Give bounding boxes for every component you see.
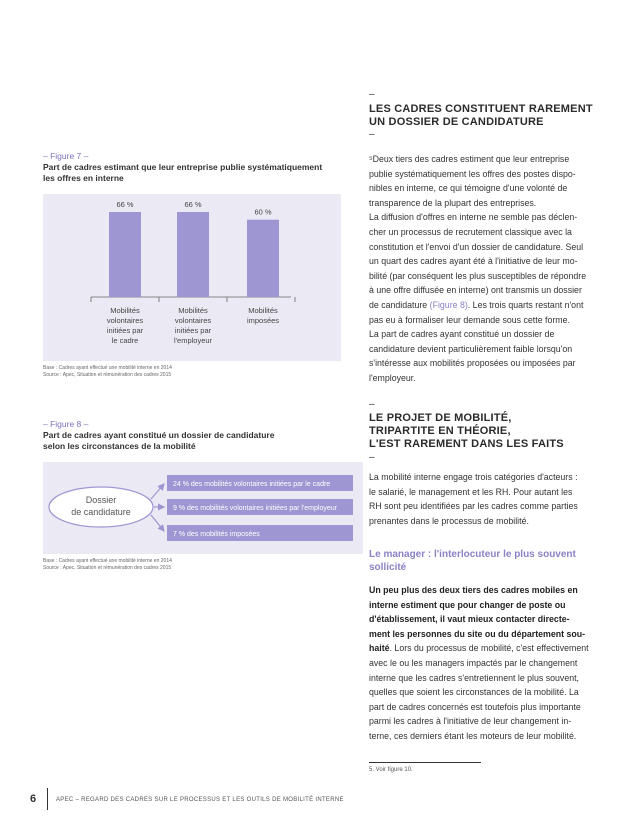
section2-intro (369, 470, 595, 528)
arrow-1 (151, 484, 164, 499)
footer-text: APEC – REGARD DES CADRES SUR LE PROCESSUS ET LES OUTILS DE MOBILITÉ INTERNE (56, 797, 344, 803)
section1-line: candidature devient particulièrement faible lorsqu'on (369, 343, 573, 354)
section1-line: La part de cadres ayant constitué un dossier de (369, 329, 555, 340)
page-number: 6 (30, 793, 37, 805)
section2-heading-line1: LE PROJET DE MOBILITÉ, (369, 412, 512, 424)
section2-line: le salarié, le management et les RH. Pour autant les (369, 486, 573, 497)
subheading-line2: sollicité (369, 562, 407, 573)
section2-dash-top: – (369, 399, 375, 410)
section1-line: un quart des cadres ayant été à l'initiative de leur mo- (369, 256, 578, 267)
figure8-box-3-text: 7 % des mobilités imposées (173, 531, 260, 538)
section1-ref-before: de candidature (369, 299, 430, 310)
section2-heading-line3: L'EST RAREMENT DANS LES FAITS (369, 438, 564, 450)
figure7-value-label: 66 % (184, 200, 202, 209)
section2-bold-line: d'établissement, il vaut mieux contacter directe- (369, 614, 570, 625)
section1-line: pas eu à formaliser leur demande sous cette forme. (369, 314, 570, 325)
section1-line: La diffusion d'offres en interne ne semble pas déclen- (369, 212, 578, 223)
figure8-diagram (43, 462, 363, 554)
dossier-node-label-line2: de candidature (71, 507, 131, 517)
section2-bold-end: haité (369, 643, 390, 654)
section1-line: nibles en interne, ce qui témoigne d'une volonté de (369, 183, 568, 194)
section1-line: l'employeur. (369, 372, 416, 383)
figure8-source-line2: Source : Apec, Situation et rémunération des cadres 2015 (43, 565, 172, 571)
figure7-value-label: 60 % (254, 207, 272, 217)
figure7-category-label: volontaires (106, 316, 144, 325)
figure7-category-label: initiées par (106, 326, 144, 335)
footer-divider (47, 788, 48, 810)
section2-line: La mobilité interne engage trois catégories d'acteurs : (369, 472, 578, 482)
section1-ref-after: . Les trois quarts restant n'ont (467, 299, 584, 310)
section2-line: quelles que soient les circonstances de la mobilité. La (369, 687, 579, 698)
section2-bold-line: ment les personnes du site ou du département sou- (369, 628, 586, 639)
section1-line: cher un processus de recrutement classique avec la (369, 226, 572, 237)
figure8-source-line1: Base : Cadres ayant effectué une mobilité interne en 2014 (43, 558, 172, 564)
section2-mixed-line (369, 641, 595, 656)
figure7-title-line2: les offres en interne (43, 173, 124, 183)
section1-heading-line2: UN DOSSIER DE CANDIDATURE (369, 116, 544, 128)
section2-bold-line: interne estiment que pour changer de poste ou (369, 599, 566, 610)
figure7-category-label: le cadre (111, 336, 139, 345)
section2-bold-line: Un peu plus des deux tiers des cadres mobiles en (369, 585, 578, 595)
dossier-node-label-line1: Dossier (85, 495, 117, 505)
figure7-category-label: Mobilités (110, 306, 140, 315)
subheading-line1: Le manager : l'interlocuteur le plus souvent (369, 549, 576, 560)
figure7-category-label: Mobilités (248, 306, 278, 315)
section2-line: interne que les cadres s'entretiennent le plus souvent, (369, 672, 580, 683)
section1-line: publie systématiquement les offres des postes dispo- (369, 168, 576, 179)
figure7-title-line1: Part de cadres estimant que leur entreprise publie systématiquement (43, 162, 323, 172)
figure8-box-1-text: 24 % des mobilités volontaires initiées par le cadre (173, 481, 331, 488)
figure7-bar (247, 220, 279, 297)
footnote: 5. Voir figure 10. (369, 767, 413, 773)
section2-line: avec le ou les managers impactés par le changement (369, 657, 578, 668)
figure7-bar (109, 212, 141, 297)
section1-dash-top: – (369, 89, 375, 100)
figure7-category-label: volontaires (174, 316, 212, 325)
section2-line: RH sont peu identifiées par les cadres comme parties (369, 501, 578, 512)
figure8-diagram-area (43, 462, 363, 554)
figure8-label: – Figure 8 – (43, 419, 89, 429)
section1-heading-line1: LES CADRES CONSTITUENT RAREMENT (369, 103, 593, 115)
section2-line: parmi les cadres à l'initiative de leur changement in- (369, 716, 572, 727)
section2-body (369, 583, 595, 744)
figure7-source-line2: Source : Apec, Situation et rémunération des cadres 2015 (43, 372, 172, 378)
figure8-title-line1: Part de cadres ayant constitué un dossier de candidature (43, 430, 275, 440)
section2-line: prenantes dans le processus de mobilité. (369, 515, 529, 526)
figure8-reference-link[interactable]: (Figure 8) (429, 299, 468, 310)
figure7-value-label: 66 % (116, 200, 134, 209)
arrow-3 (151, 515, 164, 531)
figure7-category-label: Mobilités (178, 306, 208, 315)
section1-body (369, 152, 595, 386)
figure7-category-label: l'employeur (173, 336, 213, 345)
section1-line: à une offre diffusée en interne) ont transmis un dossier (369, 285, 582, 296)
figure8-box-2-text: 9 % des mobilités volontaires initiées par l'employeur (173, 505, 337, 512)
footnote-rule (369, 762, 481, 763)
section2-dash-bottom: – (369, 452, 375, 463)
section2-line: part de cadres concernés est toutefois plus importante (369, 701, 581, 712)
figure7-chart (43, 194, 341, 361)
section1-line: constitution et l'envoi d'un dossier de candidature. Seul (369, 241, 584, 252)
figure7-source-line1: Base : Cadres ayant effectué une mobilité interne en 2014 (43, 365, 172, 371)
figure7-category-label: imposées (246, 316, 280, 325)
section1-line: s'intéresse aux mobilités proposées ou imposées par (369, 358, 576, 369)
figure7-label: – Figure 7 – (43, 151, 89, 161)
section1-dash-bottom: – (369, 129, 375, 140)
section2-line: terne, ces derniers étant les moteurs de leur mobilité. (369, 730, 577, 741)
section1-line-with-ref (369, 298, 595, 313)
figure7-chart-area (43, 194, 341, 361)
figure8-title-line2: selon les circonstances de la mobilité (43, 441, 196, 451)
section1-line: bilité (par conséquent les plus susceptibles de répondre (369, 270, 587, 281)
section2-after-bold: . Lors du processus de mobilité, c'est effectivement (389, 643, 589, 654)
figure7-bar (177, 212, 209, 297)
figure7-category-label: initiées par (174, 326, 212, 335)
section1-line: transparence de la plupart des entreprises. (369, 197, 537, 208)
section2-heading-line2: TRIPARTITE EN THÉORIE, (369, 425, 511, 437)
section1-line: ⁵Deux tiers des cadres estiment que leur entreprise (369, 154, 570, 164)
